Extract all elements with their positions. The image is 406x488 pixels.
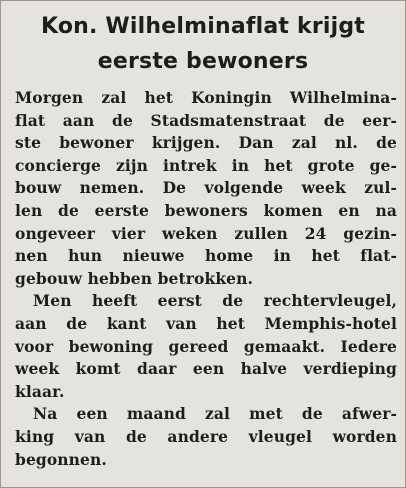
text-line: flat aan de Stadsmatenstraat de eer-: [15, 110, 397, 130]
headline-line: Kon. Wilhelminaflat krijgt: [40, 14, 366, 39]
text-line: gebouw hebben betrokken.: [15, 268, 253, 288]
text-line: len de eerste bewoners komen en na: [15, 200, 397, 220]
text-line: ongeveer vier weken zullen 24 gezin-: [15, 223, 397, 243]
paragraph-3: [15, 403, 397, 471]
paragraph-1: [15, 87, 397, 290]
text-line: king van de andere vleugel worden: [15, 426, 397, 446]
paragraph-2: [15, 290, 397, 403]
text-line: Na een maand zal met de afwer-: [33, 404, 397, 424]
headline: [1, 1, 405, 79]
text-line: aan de kant van het Memphis-hotel: [15, 313, 397, 333]
text-line: Men heeft eerst de rechtervleugel,: [33, 291, 397, 311]
text-line: begonnen.: [15, 449, 107, 469]
text-line: Morgen zal het Koningin Wilhelmina-: [15, 88, 397, 107]
text-line: bouw nemen. De volgende week zul-: [15, 178, 397, 198]
text-line: klaar.: [15, 381, 65, 401]
text-line: nen hun nieuwe home in het flat-: [15, 246, 397, 266]
text-line: voor bewoning gereed gemaakt. Iedere: [15, 336, 397, 356]
text-line: week komt daar een halve verdieping: [15, 359, 397, 379]
text-line: ste bewoner krijgen. Dan zal nl. de: [15, 133, 397, 153]
headline-line: eerste bewoners: [97, 49, 309, 74]
text-line: concierge zijn intrek in het grote ge-: [15, 155, 397, 175]
article-body: [15, 87, 397, 471]
